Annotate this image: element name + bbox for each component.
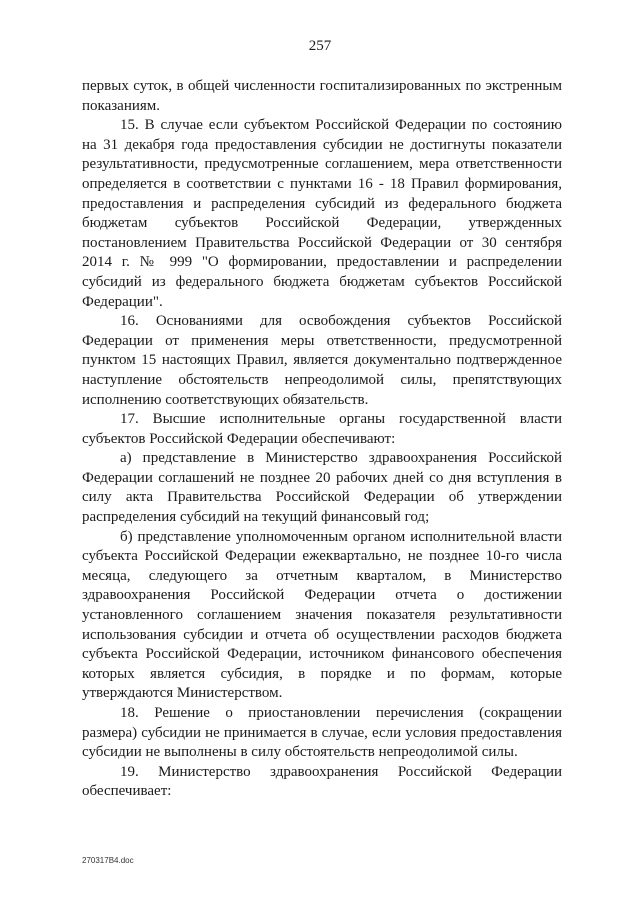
paragraph-17a: а) представление в Министерство здравоохранения Российской Федерации соглашений не позднее 20 рабочих дней со дня вступления в силу акта Правительства Российской Федерации об утверждении распределения субсидий на текущий финансовый год; — [82, 450, 562, 526]
paragraph-19: 19. Министерство здравоохранения Российской Федерации обеспечивает: — [82, 763, 562, 800]
page-number: 257 — [308, 38, 332, 54]
paragraph-15: 15. В случае если субъектом Российской Федерации по состоянию на 31 декабря года предоставления субсидии не достигнуты показатели результативности, предусмотренные соглашением, мера ответственности определяется в соответствии с пунктами 16 - 18 Правил формирования, предоставления и распределения субсидий из федерального бюджета бюджетам субъектов Российской Федерации, утвержденных постановлением Правительства Российской Федерации от 30 сентября 2014 г. № 999 "О формировании, предоставлении и распределении субсидий из федерального бюджета бюджетам субъектов Российской Федерации". — [82, 117, 562, 310]
paragraph-17: 17. Высшие исполнительные органы государственной власти субъектов Российской Федерации обеспечивают: — [82, 411, 562, 447]
paragraph-18: 18. Решение о приостановлении перечисления (сокращении размера) субсидии не принимается в случае, если условия предоставления субсидии не выполнены в силу обстоятельств непреодолимой силы. — [82, 705, 562, 761]
footer-filename: 270317B4.doc — [82, 856, 134, 865]
paragraph-17b: б) представление уполномоченным органом исполнительной власти субъекта Российской Федерации ежеквартально, не позднее 10-го числа месяца, следующего за отчетным кварталом, в Министерство здравоохранения Российской Федерации отчета о достижении установленного соглашением значения показателя результативности использования субсидии и отчета об осуществлении расходов бюджета субъекта Российской Федерации, источником финансового обеспечения которых является субсидия, в порядке и по формам, которые утверждаются Министерством. — [82, 528, 562, 702]
paragraph-16: 16. Основаниями для освобождения субъектов Российской Федерации от применения меры ответственности, предусмотренной пунктом 15 настоящих Правил, является документально подтвержденное наступление обстоятельств непреодолимой силы, препятствующих исполнению соответствующих обязательств. — [82, 313, 562, 408]
paragraph-continuation: первых суток, в общей численности госпитализированных по экстренным показаниям. — [82, 78, 562, 114]
document-body — [82, 77, 562, 802]
